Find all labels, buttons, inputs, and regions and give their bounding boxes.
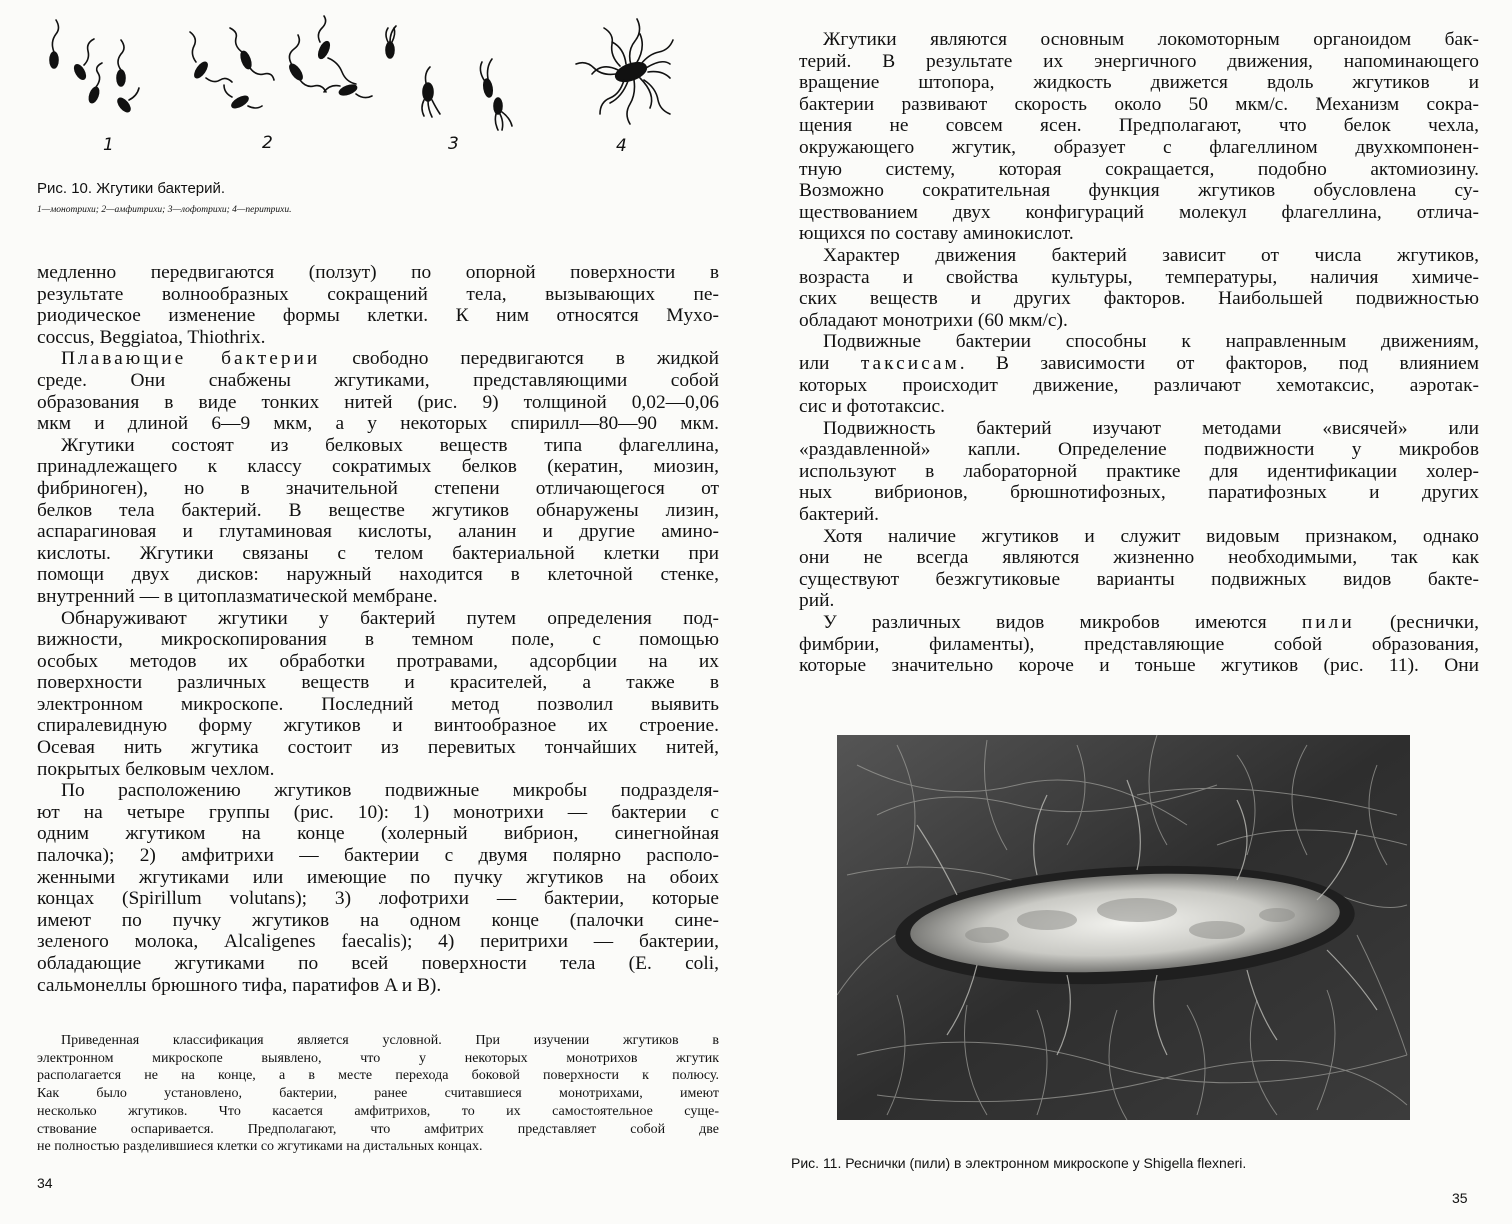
- text-line: щения не совсем ясен. Предполагают, что белок чехла,: [799, 115, 1479, 137]
- swimming-bacteria-term: Плавающие бактерии: [61, 348, 321, 370]
- text-line: Подвижные бактерии способны к направленным движениям,: [823, 331, 1479, 353]
- text-line: палочка); 2) амфитрихи — бактерии с двумя полярно располо-: [37, 845, 719, 867]
- text-line: покрытых белковым чехлом.: [37, 758, 275, 780]
- text-line: Возможно сократительная функция жгутиков обусловлена су-: [799, 180, 1479, 202]
- figure-10-flagella-drawing: [36, 10, 676, 160]
- note-line: располагается не на конце, а в месте перехода боковой поверхности к полюсу.: [37, 1068, 719, 1084]
- text-line: одним жгутиком на конце (холерный вибрион, синегнойная: [37, 823, 719, 845]
- figure-10-label-2: 2: [262, 133, 273, 153]
- text-line: обладают монотрихи (60 мкм/с).: [799, 309, 1068, 331]
- text-line: возраста и свойства культуры, температуры, наличия химиче-: [799, 266, 1479, 288]
- text-line: бактерий.: [799, 504, 880, 526]
- text-line: окружающего жгутик, образует с флагеллином двухкомпонен-: [799, 136, 1479, 158]
- text-line: По расположению жгутиков подвижные микробы подразделя-: [61, 780, 719, 802]
- text-line: ных вибрионов, брюшнотифозных, паратифозных и других: [799, 482, 1479, 504]
- text-line: терий. В результате их энергичного движения, напоминающего: [799, 50, 1479, 72]
- figure-10-caption-title: Рис. 10. Жгутики бактерий.: [37, 180, 226, 197]
- text-line: Жгутики состоят из белковых веществ типа флагеллина,: [61, 434, 719, 456]
- text-line: вращение штопора, жидкость движется вдоль жгутиков и: [799, 72, 1479, 94]
- text-line: Подвижность бактерий изучают методами «висячей» или: [823, 417, 1479, 439]
- taxis-term: таксисам: [860, 352, 960, 374]
- text-line: обладающие жгутиками по всей поверхности тела (E. coli,: [37, 953, 719, 974]
- text-line: белков тела бактерий. В веществе жгутиков обнаружены лизин,: [37, 499, 719, 521]
- text-line: которые значительно короче и тоньше жгутиков (рис. 11). Они: [799, 655, 1479, 677]
- text-line: ществованием двух конфигураций молекул флагеллина, отлича-: [799, 201, 1479, 223]
- text-line: среде. Они снабжены жгутиками, представляющими собой: [37, 369, 719, 391]
- text-line: ющихся по составу аминокислот.: [799, 223, 1074, 245]
- text-line: образования в виде тонких нитей (рис. 9) толщиной 0,02—0,06: [37, 391, 719, 413]
- text-line: они не всегда являются жизненно необходимыми, так как: [799, 547, 1479, 569]
- text-line: coccus, Beggiatoa, Thiothrix.: [37, 326, 266, 348]
- text-line: [37, 348, 719, 370]
- text-line: ских веществ и других факторов. Наибольшей подвижностью: [799, 288, 1479, 310]
- note-line: Приведенная классификация является условной. При изучении жгутиков в: [61, 1033, 719, 1048]
- note-line: ствование оспаривается. Предполагают, что амфитрих представляет собой две: [37, 1121, 719, 1137]
- text-line: сис и фототаксис.: [799, 396, 946, 418]
- amphitrich-cells: [190, 16, 372, 110]
- text-line: Жгутики являются основным локомоторным органоидом бак-: [823, 29, 1479, 50]
- text-line: принадлежащего к классу сократимых белков (кератин, миозин,: [37, 456, 719, 478]
- note-line: несколько жгутиков. Что касается амфитрихов, то их самостоятельное суще-: [37, 1103, 719, 1119]
- note-line: не полностью разделившиеся клетки со жгутиками на дистальных концах.: [37, 1139, 483, 1155]
- text-line: ют на четыре группы (рис. 10): 1) монотрихи — бактерии с: [37, 801, 719, 823]
- figure-10-label-3: 3: [448, 134, 459, 154]
- micrograph-image: [837, 735, 1410, 1120]
- right-page: [756, 0, 1512, 1224]
- text-line-rest: . В зависимости от факторов, под влиянием: [959, 352, 1479, 374]
- figure-10-label-1: 1: [103, 135, 114, 155]
- peritrich-cell: [576, 19, 673, 124]
- text-line: Хотя наличие жгутиков и служит видовым признаком, однако: [823, 525, 1479, 547]
- text-line: тную систему, которая сокращается, подобно актомиозину.: [799, 158, 1479, 180]
- text-line: помощи двух дисков: наружный находится в клеточной стенке,: [37, 564, 719, 586]
- text-line: «раздавленной» капли. Определение подвижности у микробов: [799, 439, 1479, 461]
- text-line: рий.: [799, 590, 835, 612]
- monotrich-cells: [50, 20, 139, 114]
- text-line: риодическое изменение формы клетки. К ним относятся Myxo-: [37, 305, 719, 327]
- text-line: аспарагиновая и глутаминовая кислоты, аланин и другие амино-: [37, 521, 719, 543]
- page-number-right: 35: [1452, 1190, 1468, 1206]
- text-line: фимбрии, филаменты), представляющие собой образования,: [799, 633, 1479, 655]
- text-line: существуют безжгутиковые варианты подвижных видов бакте-: [799, 568, 1479, 590]
- text-line: поверхности различных веществ и красителей, а также в: [37, 672, 719, 694]
- text-line: Характер движения бактерий зависит от числа жгутиков,: [823, 244, 1479, 266]
- footnote-text: [37, 1032, 719, 1156]
- right-body-text: [799, 29, 1479, 677]
- figure-11-caption: Рис. 11. Реснички (пили) в электронном микроскопе у Shigella flexneri.: [791, 1155, 1247, 1171]
- text-line: [799, 353, 1479, 375]
- text-line: Осевая нить жгутика состоит из перевитых тончайших нитей,: [37, 737, 719, 759]
- text-line: имеют по пучку жгутиков на одном конце (палочки сине-: [37, 909, 719, 931]
- pili-term: пили: [1301, 612, 1355, 634]
- text-line-rest: свободно передвигаются в жидкой: [352, 348, 719, 370]
- text-line: Обнаруживают жгутики у бактерий путем определения под-: [61, 607, 719, 629]
- text-line: которых происходит движение, различают хемотаксис, аэротак-: [799, 374, 1479, 396]
- lophotrich-cells: [386, 26, 512, 130]
- figure-10-label-4: 4: [616, 136, 627, 156]
- figure-10-caption-legend: 1—монотрихи; 2—амфитрихи; 3—лофотрихи; 4—перитрихи.: [37, 205, 292, 215]
- text-line: зеленого молока, Alcaligenes faecalis); 4) перитрихи — бактерии,: [37, 931, 719, 953]
- text-line: бактерии развивают скорость около 50 мкм/с. Механизм сокра-: [799, 93, 1479, 115]
- text-line: используют в лабораторной практике для идентификации холер-: [799, 460, 1479, 482]
- text-line: вижности, микроскопирования в темном поле, с помощью: [37, 629, 719, 651]
- text-line: женными жгутиками или имеющие по пучку жгутиков на обоих: [37, 866, 719, 888]
- left-body-text: [37, 262, 719, 996]
- text-line: результате волнообразных сокращений тела, вызывающих пе-: [37, 283, 719, 305]
- taxis-prefix: или: [799, 352, 830, 374]
- text-line: спиралевидную форму жгутиков и винтообразное их строение.: [37, 715, 719, 737]
- text-line: мкм и длиной 6—9 мкм, а у некоторых спирилл—80—90 мкм.: [37, 413, 719, 435]
- text-line: особых методов их обработки протравами, адсорбции на их: [37, 650, 719, 672]
- note-line: электронном микроскопе выявлено, что у некоторых монотрихов жгутик: [37, 1050, 719, 1066]
- text-line: медленно передвигаются (ползут) по опорной поверхности в: [37, 262, 719, 283]
- text-line-start: У различных видов микробов имеются: [823, 612, 1267, 634]
- figure-11-micrograph: [837, 735, 1410, 1120]
- text-line-end: (реснички,: [1389, 612, 1479, 634]
- text-line: концах (Spirillum volutans); 3) лофотрихи — бактерии, которые: [37, 888, 719, 910]
- text-line: электронном микроскопе. Последний метод позволил выявить: [37, 693, 719, 715]
- text-line: кислоты. Жгутики связаны с телом бактериальной клетки при: [37, 542, 719, 564]
- text-line: фибриноген), но в значительной степени отличающегося от: [37, 477, 719, 499]
- page-number-left: 34: [37, 1175, 53, 1191]
- note-line: Как было установлено, бактерии, ранее считавшиеся монотрихами, имеют: [37, 1086, 719, 1102]
- text-line: [799, 612, 1479, 634]
- text-line: внутренний — в цитоплазматической мембране.: [37, 585, 438, 607]
- text-line: сальмонеллы брюшного тифа, паратифов A и B).: [37, 974, 442, 996]
